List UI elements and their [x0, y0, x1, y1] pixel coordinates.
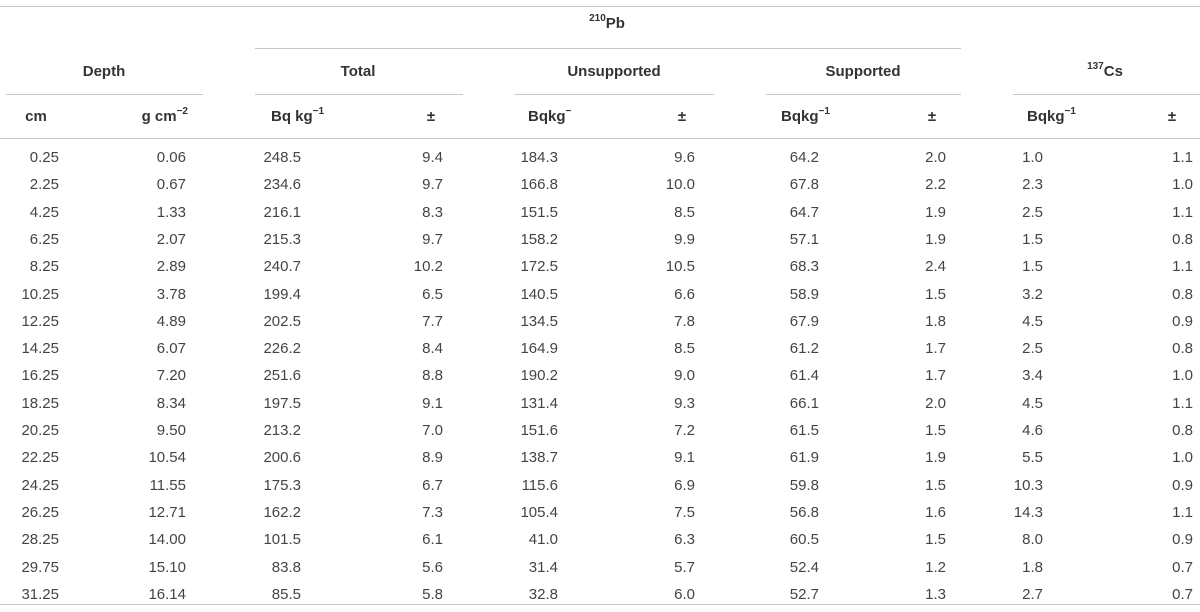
- cell-cs-error: 1.1: [1172, 258, 1193, 276]
- cell-depth-cm: 16.25: [21, 367, 59, 385]
- cell-cs-error: 1.1: [1172, 149, 1193, 166]
- unit-cs-bq-base: Bqkg: [1027, 108, 1065, 125]
- cell-cs-error: 0.9: [1172, 531, 1193, 549]
- cell-total-error: 8.4: [422, 340, 443, 358]
- cell-depth-g-cm2: 9.50: [156, 422, 186, 439]
- cell-supported-value: 58.9: [789, 285, 819, 303]
- pb-group-header: [589, 14, 625, 34]
- cell-unsupported-value: 131.4: [520, 394, 558, 412]
- cell-depth-cm: 14.25: [21, 340, 59, 358]
- cell-cs-error: 1.1: [1172, 203, 1193, 221]
- depth-header: Depth: [82, 63, 126, 80]
- cell-total-value: 85.5: [271, 585, 301, 603]
- cell-total-value: 215.3: [263, 230, 301, 248]
- cell-total-error: 5.8: [422, 585, 443, 603]
- cell-supported-error: 1.5: [925, 476, 946, 494]
- cell-depth-g-cm2: 15.10: [148, 558, 186, 576]
- cell-unsupported-value: 115.6: [521, 476, 558, 494]
- cell-total-error: 6.1: [422, 531, 443, 549]
- cell-unsupported-error: 5.7: [674, 558, 695, 576]
- unit-g-cm2-base: g cm: [141, 108, 177, 125]
- header-bottom-rule: [0, 138, 1200, 139]
- unsupported-rule: [514, 94, 714, 95]
- cell-unsupported-error: 10.5: [665, 258, 695, 276]
- cell-unsupported-error: 9.6: [674, 149, 695, 166]
- cell-depth-g-cm2: 0.67: [156, 176, 186, 194]
- cell-total-error: 9.4: [422, 149, 443, 166]
- cell-unsupported-error: 7.2: [674, 422, 695, 439]
- cell-supported-error: 1.3: [925, 585, 946, 603]
- cell-unsupported-value: 158.2: [520, 230, 558, 248]
- cs-isotope-number: 137: [1087, 61, 1104, 72]
- cell-total-value: 83.8: [271, 558, 301, 576]
- cell-unsupported-error: 8.5: [674, 340, 695, 358]
- cell-supported-value: 61.9: [789, 449, 819, 467]
- cell-supported-error: 2.4: [925, 258, 946, 276]
- cell-unsupported-error: 7.8: [674, 312, 695, 330]
- unit-g-cm2: [142, 107, 188, 127]
- cell-cs-error: 0.8: [1172, 422, 1193, 439]
- cell-depth-cm: 2.25: [29, 176, 59, 194]
- table-row: [0, 472, 1200, 499]
- cell-total-value: 199.4: [263, 285, 301, 303]
- cell-cs-error: 1.0: [1172, 176, 1193, 194]
- cell-total-value: 162.2: [263, 503, 301, 521]
- table-top-rule: [0, 6, 1200, 7]
- cell-unsupported-value: 140.5: [520, 285, 558, 303]
- cell-supported-value: 64.2: [789, 149, 819, 166]
- cell-cs-error: 0.7: [1172, 585, 1193, 603]
- unit-cs-pm: ±: [1167, 108, 1177, 125]
- cell-unsupported-error: 9.9: [674, 230, 695, 248]
- cell-cs-value: 2.5: [1022, 340, 1043, 358]
- cell-cs-error: 1.0: [1172, 367, 1193, 385]
- cell-unsupported-value: 138.7: [520, 449, 558, 467]
- cell-cs-value: 2.5: [1022, 203, 1043, 221]
- cell-supported-error: 1.9: [925, 449, 946, 467]
- unit-total-bq: [271, 107, 324, 127]
- cell-cs-value: 4.6: [1022, 422, 1043, 439]
- cell-supported-value: 59.8: [789, 476, 819, 494]
- cell-cs-error: 0.9: [1172, 476, 1193, 494]
- cell-unsupported-value: 151.5: [520, 203, 558, 221]
- pb-isotope-number: 210: [589, 13, 606, 24]
- unit-unsupported-bq-base: Bqkg: [528, 108, 566, 125]
- total-rule: [255, 94, 463, 95]
- unit-supported-bq-base: Bqkg: [781, 108, 819, 125]
- cell-supported-value: 61.4: [789, 367, 819, 385]
- table-row: [0, 499, 1200, 526]
- cell-total-value: 197.5: [263, 394, 301, 412]
- cell-supported-value: 57.1: [789, 230, 819, 248]
- table-row: [0, 144, 1200, 171]
- cell-cs-error: 0.7: [1172, 558, 1193, 576]
- cell-cs-value: 4.5: [1022, 394, 1043, 412]
- cell-total-value: 226.2: [263, 340, 301, 358]
- cell-supported-error: 1.9: [925, 230, 946, 248]
- table-row: [0, 171, 1200, 198]
- cell-supported-value: 68.3: [789, 258, 819, 276]
- cell-depth-g-cm2: 6.07: [156, 340, 186, 358]
- cell-unsupported-value: 151.6: [520, 422, 558, 439]
- unit-supported-bq-exp: −1: [818, 106, 830, 117]
- table-row: [0, 417, 1200, 444]
- cell-depth-cm: 28.25: [21, 531, 59, 549]
- cell-total-value: 101.5: [263, 531, 301, 549]
- cell-cs-value: 10.3: [1013, 476, 1043, 494]
- table-row: [0, 335, 1200, 362]
- cell-unsupported-value: 190.2: [520, 367, 558, 385]
- cell-cs-error: 0.8: [1172, 285, 1193, 303]
- cell-depth-g-cm2: 3.78: [156, 285, 186, 303]
- cell-supported-value: 56.8: [789, 503, 819, 521]
- cell-unsupported-error: 10.0: [665, 176, 695, 194]
- total-header: Total: [340, 63, 376, 80]
- cell-unsupported-error: 8.5: [674, 203, 695, 221]
- unit-unsupported-bq: [528, 107, 571, 127]
- cell-depth-g-cm2: 4.89: [156, 312, 186, 330]
- cell-depth-g-cm2: 2.89: [156, 258, 186, 276]
- cell-supported-value: 67.8: [789, 176, 819, 194]
- cell-unsupported-value: 41.0: [528, 531, 558, 549]
- cell-supported-value: 52.4: [789, 558, 819, 576]
- cell-total-value: 175.3: [263, 476, 301, 494]
- cell-total-value: 213.2: [263, 422, 301, 439]
- pb-label: Pb: [605, 15, 625, 32]
- cell-depth-cm: 24.25: [21, 476, 59, 494]
- cell-depth-cm: 18.25: [21, 394, 59, 412]
- cell-total-error: 7.0: [422, 422, 443, 439]
- cell-supported-value: 67.9: [789, 312, 819, 330]
- cell-cs-value: 1.8: [1022, 558, 1043, 576]
- cell-total-value: 216.1: [263, 203, 301, 221]
- cell-depth-cm: 31.25: [21, 585, 59, 603]
- cell-supported-value: 61.2: [789, 340, 819, 358]
- cell-unsupported-error: 6.0: [674, 585, 695, 603]
- unit-total-bq-base: Bq kg: [271, 108, 313, 125]
- cell-depth-cm: 10.25: [21, 285, 59, 303]
- cell-supported-error: 1.8: [925, 312, 946, 330]
- cell-unsupported-error: 6.3: [674, 531, 695, 549]
- unsupported-header: Unsupported: [567, 63, 661, 80]
- cell-total-value: 240.7: [263, 258, 301, 276]
- unit-total-bq-exp: −1: [312, 106, 325, 117]
- cell-depth-g-cm2: 12.71: [148, 503, 186, 521]
- cell-cs-value: 1.5: [1022, 258, 1043, 276]
- cell-unsupported-value: 134.5: [520, 312, 558, 330]
- cell-unsupported-value: 31.4: [528, 558, 558, 576]
- cell-total-error: 8.9: [422, 449, 443, 467]
- cell-depth-g-cm2: 7.20: [156, 367, 186, 385]
- cell-supported-error: 1.9: [925, 203, 946, 221]
- table-row: [0, 362, 1200, 389]
- cell-supported-error: 1.7: [925, 340, 946, 358]
- cell-depth-cm: 22.25: [21, 449, 59, 467]
- cell-total-value: 251.6: [263, 367, 301, 385]
- unit-total-pm: ±: [426, 108, 436, 125]
- cell-unsupported-error: 7.5: [674, 503, 695, 521]
- cell-supported-value: 64.7: [789, 203, 819, 221]
- table-row: [0, 253, 1200, 280]
- cell-supported-value: 52.7: [789, 585, 819, 603]
- cell-depth-cm: 4.25: [29, 203, 59, 221]
- cell-total-error: 10.2: [413, 258, 443, 276]
- table-row: [0, 281, 1200, 308]
- table-row: [0, 199, 1200, 226]
- cell-total-error: 6.5: [422, 285, 443, 303]
- cell-cs-value: 5.5: [1022, 449, 1043, 467]
- cell-depth-cm: 8.25: [29, 258, 59, 276]
- unit-g-cm2-exp: −2: [176, 106, 188, 117]
- cell-supported-value: 66.1: [789, 394, 819, 412]
- cell-supported-error: 1.5: [925, 285, 946, 303]
- cell-depth-g-cm2: 14.00: [148, 531, 186, 549]
- table-row: [0, 308, 1200, 335]
- cs-label: Cs: [1103, 63, 1123, 80]
- unit-cm: cm: [25, 108, 47, 125]
- table-row: [0, 581, 1200, 608]
- cell-depth-g-cm2: 1.33: [156, 203, 186, 221]
- cell-cs-error: 1.0: [1172, 449, 1193, 467]
- cell-unsupported-error: 6.9: [674, 476, 695, 494]
- cell-total-error: 5.6: [422, 558, 443, 576]
- cell-cs-value: 4.5: [1022, 312, 1043, 330]
- cell-supported-error: 1.6: [925, 503, 946, 521]
- cell-total-error: 9.7: [422, 230, 443, 248]
- cell-total-error: 9.1: [422, 394, 443, 412]
- cell-depth-g-cm2: 0.06: [156, 149, 186, 166]
- supported-header: Supported: [825, 63, 901, 80]
- cs-rule: [1013, 94, 1200, 95]
- supported-rule: [766, 94, 961, 95]
- cell-depth-cm: 12.25: [21, 312, 59, 330]
- cell-supported-error: 2.2: [925, 176, 946, 194]
- table-row: [0, 526, 1200, 553]
- cell-total-error: 8.8: [422, 367, 443, 385]
- cell-total-value: 200.6: [263, 449, 301, 467]
- cell-cs-value: 1.0: [1022, 149, 1043, 166]
- unit-cs-bq-exp: −1: [1064, 106, 1076, 117]
- cell-cs-value: 3.4: [1022, 367, 1043, 385]
- cell-total-error: 8.3: [422, 203, 443, 221]
- cell-unsupported-error: 9.0: [674, 367, 695, 385]
- cs-header: [1087, 62, 1123, 82]
- pb-group-rule: [255, 48, 961, 49]
- cell-depth-cm: 6.25: [29, 230, 59, 248]
- cell-total-value: 248.5: [263, 149, 301, 166]
- cell-cs-value: 14.3: [1013, 503, 1043, 521]
- cell-unsupported-value: 32.8: [528, 585, 558, 603]
- cell-cs-value: 3.2: [1022, 285, 1043, 303]
- cell-depth-g-cm2: 11.55: [149, 476, 186, 494]
- table-row: [0, 554, 1200, 581]
- unit-unsupported-pm: ±: [677, 108, 687, 125]
- cell-supported-error: 2.0: [925, 394, 946, 412]
- cell-total-error: 7.7: [422, 312, 443, 330]
- cell-unsupported-value: 105.4: [520, 503, 558, 521]
- unit-unsupported-bq-exp: −: [565, 106, 572, 117]
- cell-cs-value: 8.0: [1022, 531, 1043, 549]
- cell-unsupported-error: 6.6: [674, 285, 695, 303]
- cell-cs-error: 0.8: [1172, 340, 1193, 358]
- cell-unsupported-value: 164.9: [520, 340, 558, 358]
- cell-depth-g-cm2: 16.14: [148, 585, 186, 603]
- cell-unsupported-value: 184.3: [520, 149, 558, 166]
- cell-total-value: 234.6: [263, 176, 301, 194]
- cell-supported-error: 2.0: [925, 149, 946, 166]
- cell-supported-error: 1.7: [925, 367, 946, 385]
- cell-depth-cm: 20.25: [21, 422, 59, 439]
- cell-supported-error: 1.5: [925, 531, 946, 549]
- cell-cs-error: 1.1: [1172, 503, 1193, 521]
- cell-total-error: 7.3: [422, 503, 443, 521]
- cell-depth-g-cm2: 8.34: [156, 394, 186, 412]
- table-row: [0, 444, 1200, 471]
- cell-supported-value: 60.5: [789, 531, 819, 549]
- cell-supported-value: 61.5: [789, 422, 819, 439]
- cell-cs-error: 0.9: [1172, 312, 1193, 330]
- cell-supported-error: 1.5: [925, 422, 946, 439]
- cell-unsupported-value: 172.5: [520, 258, 558, 276]
- table-row: [0, 390, 1200, 417]
- cell-depth-g-cm2: 10.54: [148, 449, 186, 467]
- cell-cs-error: 1.1: [1172, 394, 1193, 412]
- cell-total-error: 6.7: [422, 476, 443, 494]
- cell-unsupported-error: 9.1: [674, 449, 695, 467]
- unit-supported-bq: [781, 107, 830, 127]
- unit-cs-bq: [1027, 107, 1076, 127]
- cell-depth-cm: 29.75: [21, 558, 59, 576]
- cell-cs-error: 0.8: [1172, 230, 1193, 248]
- cell-unsupported-value: 166.8: [520, 176, 558, 194]
- table-row: [0, 226, 1200, 253]
- cell-total-value: 202.5: [263, 312, 301, 330]
- cell-supported-error: 1.2: [925, 558, 946, 576]
- cell-cs-value: 2.3: [1022, 176, 1043, 194]
- cell-depth-g-cm2: 2.07: [156, 230, 186, 248]
- cell-unsupported-error: 9.3: [674, 394, 695, 412]
- cell-total-error: 9.7: [422, 176, 443, 194]
- cell-cs-value: 1.5: [1022, 230, 1043, 248]
- cell-depth-cm: 26.25: [21, 503, 59, 521]
- unit-supported-pm: ±: [927, 108, 937, 125]
- cell-depth-cm: 0.25: [29, 149, 59, 166]
- cell-cs-value: 2.7: [1022, 585, 1043, 603]
- depth-rule: [6, 94, 203, 95]
